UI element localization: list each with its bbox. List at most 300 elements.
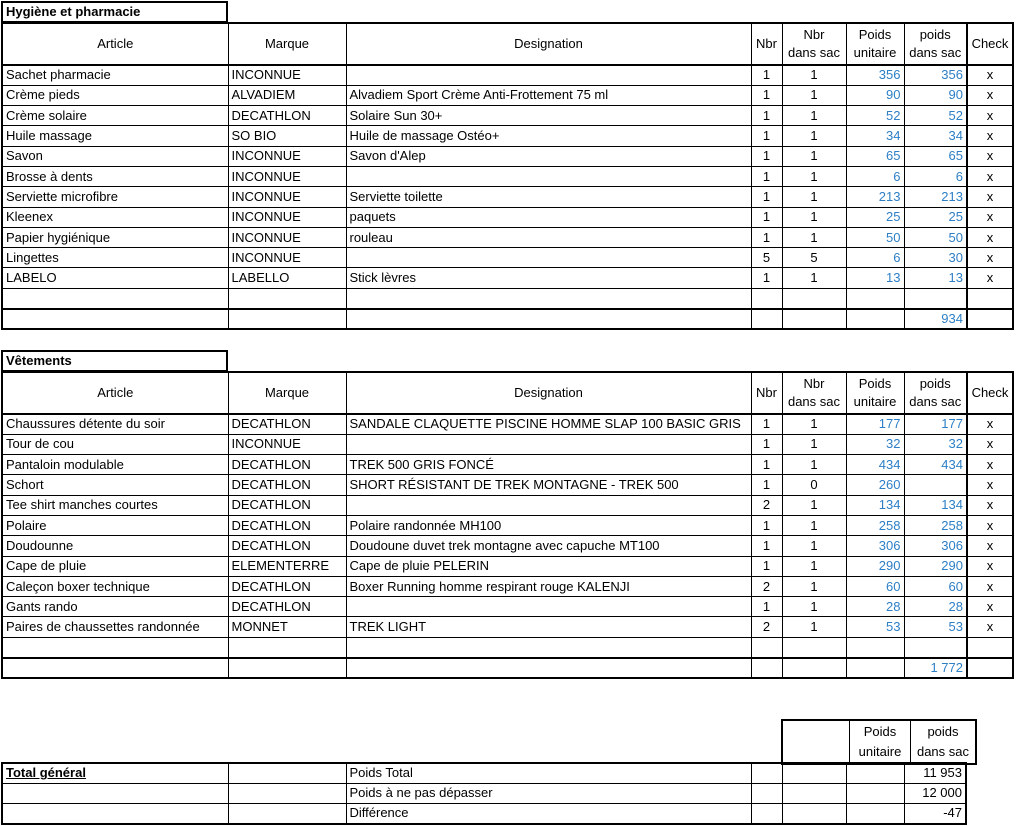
cell-nbr-sac: 1 — [782, 268, 846, 288]
cell-nbr-sac: 1 — [782, 617, 846, 637]
cell-check: x — [967, 187, 1013, 207]
summary-value: -47 — [904, 804, 966, 824]
cell-poids-sac: 177 — [904, 414, 967, 434]
cell-check: x — [967, 536, 1013, 556]
cell-poids-sac: 356 — [904, 65, 967, 85]
column-header-article — [2, 23, 228, 65]
cell-poids-sac: 25 — [904, 207, 967, 227]
cell-designation: rouleau — [346, 227, 751, 247]
summary-value: 11 953 — [904, 763, 966, 783]
table-row — [2, 515, 1013, 535]
cell-poids-u: 6 — [846, 166, 904, 186]
cell-designation: SANDALE CLAQUETTE PISCINE HOMME SLAP 100 BASIC GRIS — [346, 414, 751, 434]
total-cell — [967, 658, 1013, 678]
cell-designation — [346, 65, 751, 85]
cell-nbr-sac: 5 — [782, 248, 846, 268]
header-text: Poids — [858, 376, 892, 391]
cell-designation: Serviette toilette — [346, 187, 751, 207]
cell-poids-u: 306 — [846, 536, 904, 556]
total-cell — [967, 309, 1013, 329]
cell-check: x — [967, 207, 1013, 227]
cell-poids-u: 213 — [846, 187, 904, 207]
column-header-nbr-dans-sac — [782, 23, 846, 65]
cell-designation: Doudoune duvet trek montagne avec capuche MT100 — [346, 536, 751, 556]
header-text: Article — [97, 36, 134, 51]
total-cell — [228, 309, 346, 329]
cell-nbr — [751, 288, 782, 308]
table-row — [2, 556, 1013, 576]
summary-row — [2, 804, 966, 824]
summary-cell — [782, 804, 846, 824]
cell-article: Brosse à dents — [2, 166, 228, 186]
table-row — [2, 495, 1013, 515]
cell-poids-sac: 65 — [904, 146, 967, 166]
summary-cell — [782, 783, 846, 803]
table-row — [2, 166, 1013, 186]
header-text: Designation — [514, 385, 583, 400]
total-cell — [346, 309, 751, 329]
cell-poids-u: 34 — [846, 126, 904, 146]
cell-designation: Boxer Running homme respirant rouge KALENJI — [346, 576, 751, 596]
cell-article: Gants rando — [2, 597, 228, 617]
cell-poids-sac: 30 — [904, 248, 967, 268]
cell-poids-sac: 434 — [904, 455, 967, 475]
table-row — [2, 85, 1013, 105]
header-text: dans sac — [909, 394, 962, 409]
cell-poids-u: 28 — [846, 597, 904, 617]
header-text: Check — [971, 36, 1009, 51]
cell-marque: ALVADIEM — [228, 85, 346, 105]
cell-nbr: 1 — [751, 187, 782, 207]
column-header-poids-dans-sac — [904, 23, 967, 65]
cell-check: x — [967, 227, 1013, 247]
header-line: Poids — [863, 724, 897, 739]
cell-poids-u: 25 — [846, 207, 904, 227]
cell-nbr-sac: 1 — [782, 515, 846, 535]
cell-poids-u: 177 — [846, 414, 904, 434]
cell-marque: INCONNUE — [228, 166, 346, 186]
cell-check: x — [967, 434, 1013, 454]
cell-poids-u: 50 — [846, 227, 904, 247]
table-row — [2, 126, 1013, 146]
cell-designation: Stick lèvres — [346, 268, 751, 288]
cell-nbr: 1 — [751, 106, 782, 126]
summary-header-poids-unitaire — [850, 720, 911, 764]
cell-designation: paquets — [346, 207, 751, 227]
table-header — [2, 372, 1013, 414]
summary-value: 12 000 — [904, 783, 966, 803]
summary-cell — [2, 804, 228, 824]
cell-article: Schort — [2, 475, 228, 495]
summary-label: Poids à ne pas dépasser — [346, 783, 751, 803]
total-cell — [2, 309, 228, 329]
cell-marque: INCONNUE — [228, 187, 346, 207]
cell-marque: DECATHLON — [228, 495, 346, 515]
cell-nbr: 2 — [751, 617, 782, 637]
cell-article: Tour de cou — [2, 434, 228, 454]
cell-designation — [346, 637, 751, 657]
cell-check: x — [967, 455, 1013, 475]
section-total: 934 — [904, 309, 967, 329]
column-header-article — [2, 372, 228, 414]
column-header-marque — [228, 372, 346, 414]
cell-poids-sac: 50 — [904, 227, 967, 247]
cell-designation: Huile de massage Ostéo+ — [346, 126, 751, 146]
cell-nbr: 2 — [751, 576, 782, 596]
summary-cell — [846, 763, 904, 783]
cell-poids-u: 13 — [846, 268, 904, 288]
table-row — [2, 414, 1013, 434]
cell-nbr-sac — [782, 288, 846, 308]
cell-marque: INCONNUE — [228, 207, 346, 227]
header-text: dans sac — [909, 45, 962, 60]
cell-poids-u: 434 — [846, 455, 904, 475]
cell-nbr: 1 — [751, 85, 782, 105]
cell-article: Crème solaire — [2, 106, 228, 126]
total-cell — [782, 309, 846, 329]
column-header-poids-unitaire — [846, 23, 904, 65]
cell-poids-sac: 53 — [904, 617, 967, 637]
summary-cell — [2, 763, 228, 783]
total-cell — [782, 658, 846, 678]
summary-header-blank — [782, 720, 850, 764]
summary-table — [1, 762, 967, 825]
cell-poids-sac: 52 — [904, 106, 967, 126]
section-total: 1 772 — [904, 658, 967, 678]
cell-poids-sac: 90 — [904, 85, 967, 105]
cell-article: Sachet pharmacie — [2, 65, 228, 85]
cell-nbr-sac: 1 — [782, 536, 846, 556]
table-row — [2, 146, 1013, 166]
table-row — [2, 617, 1013, 637]
cell-marque: DECATHLON — [228, 455, 346, 475]
cell-article: Lingettes — [2, 248, 228, 268]
cell-check: x — [967, 85, 1013, 105]
summary-cell — [228, 783, 346, 803]
cell-poids-sac — [904, 637, 967, 657]
cell-designation: Solaire Sun 30+ — [346, 106, 751, 126]
header-text: unitaire — [853, 45, 897, 60]
cell-check: x — [967, 106, 1013, 126]
cell-poids-sac: 28 — [904, 597, 967, 617]
cell-article: Crème pieds — [2, 85, 228, 105]
cell-nbr-sac: 1 — [782, 146, 846, 166]
table-header — [2, 23, 1013, 65]
header-line: dans sac — [916, 744, 970, 759]
column-header-nbr — [751, 372, 782, 414]
total-cell — [846, 309, 904, 329]
cell-nbr: 2 — [751, 495, 782, 515]
cell-nbr: 1 — [751, 207, 782, 227]
cell-nbr: 1 — [751, 146, 782, 166]
cell-designation: Alvadiem Sport Crème Anti-Frottement 75 ml — [346, 85, 751, 105]
cell-marque: INCONNUE — [228, 65, 346, 85]
table-row — [2, 536, 1013, 556]
summary-header-poids-sac — [911, 720, 977, 764]
header-text: unitaire — [853, 394, 897, 409]
header-text: Nbr — [756, 36, 777, 51]
column-header-check — [967, 23, 1013, 65]
column-header-designation — [346, 372, 751, 414]
cell-poids-sac: 13 — [904, 268, 967, 288]
table-row — [2, 187, 1013, 207]
cell-article: Doudounne — [2, 536, 228, 556]
cell-nbr-sac: 1 — [782, 556, 846, 576]
cell-article: Cape de pluie — [2, 556, 228, 576]
summary-cell — [751, 804, 782, 824]
header-line: poids — [927, 724, 959, 739]
header-text: Poids — [858, 27, 892, 42]
cell-check: x — [967, 576, 1013, 596]
cell-designation — [346, 495, 751, 515]
cell-nbr-sac: 1 — [782, 597, 846, 617]
summary-cell — [228, 763, 346, 783]
cell-designation: Savon d'Alep — [346, 146, 751, 166]
cell-nbr-sac: 1 — [782, 65, 846, 85]
cell-check: x — [967, 475, 1013, 495]
table-row — [2, 576, 1013, 596]
table-row — [2, 268, 1013, 288]
cell-check: x — [967, 597, 1013, 617]
summary-label: Poids Total — [346, 763, 751, 783]
cell-check: x — [967, 126, 1013, 146]
cell-marque — [228, 288, 346, 308]
cell-check: x — [967, 495, 1013, 515]
cell-article: Chaussures détente du soir — [2, 414, 228, 434]
cell-nbr-sac: 1 — [782, 227, 846, 247]
cell-poids-u: 356 — [846, 65, 904, 85]
cell-poids-u: 134 — [846, 495, 904, 515]
cell-nbr: 1 — [751, 455, 782, 475]
cell-nbr-sac: 1 — [782, 576, 846, 596]
cell-article: Pantaloin modulable — [2, 455, 228, 475]
total-cell — [751, 309, 782, 329]
header-text: dans sac — [787, 45, 841, 60]
cell-poids-sac — [904, 288, 967, 308]
cell-designation — [346, 597, 751, 617]
table-row — [2, 248, 1013, 268]
table-row — [2, 106, 1013, 126]
cell-designation: SHORT RÉSISTANT DE TREK MONTAGNE - TREK 500 — [346, 475, 751, 495]
cell-designation: TREK 500 GRIS FONCÉ — [346, 455, 751, 475]
header-text: poids — [919, 27, 951, 42]
cell-nbr-sac: 1 — [782, 434, 846, 454]
cell-marque: ELEMENTERRE — [228, 556, 346, 576]
cell-marque: DECATHLON — [228, 475, 346, 495]
cell-article: LABELO — [2, 268, 228, 288]
summary-row — [2, 763, 966, 783]
table-row — [2, 227, 1013, 247]
table-row — [2, 637, 1013, 657]
total-row — [2, 309, 1013, 329]
cell-marque: INCONNUE — [228, 146, 346, 166]
cell-poids-sac: 34 — [904, 126, 967, 146]
summary-cell — [228, 804, 346, 824]
cell-poids-sac: 290 — [904, 556, 967, 576]
summary-cell — [846, 783, 904, 803]
cell-poids-sac: 213 — [904, 187, 967, 207]
cell-article: Savon — [2, 146, 228, 166]
total-cell — [846, 658, 904, 678]
cell-check: x — [967, 146, 1013, 166]
summary-label: Différence — [346, 804, 751, 824]
total-row — [2, 658, 1013, 678]
header-text: Nbr — [803, 376, 825, 391]
cell-article: Kleenex — [2, 207, 228, 227]
cell-poids-u: 52 — [846, 106, 904, 126]
cell-designation — [346, 434, 751, 454]
cell-poids-sac: 134 — [904, 495, 967, 515]
cell-poids-u: 6 — [846, 248, 904, 268]
table-row — [2, 455, 1013, 475]
cell-nbr: 1 — [751, 556, 782, 576]
column-header-nbr — [751, 23, 782, 65]
cell-check: x — [967, 617, 1013, 637]
cell-nbr-sac: 1 — [782, 166, 846, 186]
hygiene-table — [1, 22, 1014, 330]
cell-poids-u: 260 — [846, 475, 904, 495]
cell-nbr: 1 — [751, 166, 782, 186]
cell-check: x — [967, 166, 1013, 186]
total-general-label: Total général — [6, 765, 86, 781]
cell-marque: DECATHLON — [228, 414, 346, 434]
column-header-designation — [346, 23, 751, 65]
table-row — [2, 207, 1013, 227]
cell-poids-u: 60 — [846, 576, 904, 596]
cell-nbr: 5 — [751, 248, 782, 268]
cell-nbr — [751, 637, 782, 657]
header-text: dans sac — [787, 394, 841, 409]
column-header-marque — [228, 23, 346, 65]
cell-nbr: 1 — [751, 475, 782, 495]
cell-poids-u: 90 — [846, 85, 904, 105]
cell-marque: DECATHLON — [228, 597, 346, 617]
header-text: Nbr — [756, 385, 777, 400]
summary-cell — [751, 763, 782, 783]
cell-poids-u: 65 — [846, 146, 904, 166]
cell-article: Huile massage — [2, 126, 228, 146]
cell-nbr: 1 — [751, 414, 782, 434]
cell-marque: INCONNUE — [228, 248, 346, 268]
table-row — [2, 475, 1013, 495]
cell-poids-sac — [904, 475, 967, 495]
cell-nbr-sac: 1 — [782, 85, 846, 105]
column-header-check — [967, 372, 1013, 414]
cell-nbr-sac — [782, 637, 846, 657]
cell-check: x — [967, 248, 1013, 268]
total-cell — [228, 658, 346, 678]
cell-nbr-sac: 1 — [782, 106, 846, 126]
header-text: Marque — [264, 385, 310, 400]
cell-nbr-sac: 1 — [782, 455, 846, 475]
cell-marque: SO BIO — [228, 126, 346, 146]
cell-marque — [228, 637, 346, 657]
cell-poids-u: 53 — [846, 617, 904, 637]
cell-poids-sac: 60 — [904, 576, 967, 596]
cell-poids-u: 258 — [846, 515, 904, 535]
cell-poids-u — [846, 637, 904, 657]
cell-check: x — [967, 515, 1013, 535]
summary-cell — [782, 763, 846, 783]
table-row — [2, 597, 1013, 617]
cell-marque: DECATHLON — [228, 106, 346, 126]
cell-designation — [346, 248, 751, 268]
header-text: Marque — [264, 36, 310, 51]
section-title: Vêtements — [1, 350, 228, 372]
cell-poids-u: 290 — [846, 556, 904, 576]
cell-check: x — [967, 268, 1013, 288]
cell-poids-u — [846, 288, 904, 308]
summary-row — [2, 783, 966, 803]
cell-check — [967, 637, 1013, 657]
column-header-nbr-dans-sac — [782, 372, 846, 414]
total-cell — [346, 658, 751, 678]
total-cell — [2, 658, 228, 678]
cell-poids-sac: 258 — [904, 515, 967, 535]
header-text: Article — [97, 385, 134, 400]
summary-cell — [751, 783, 782, 803]
cell-check: x — [967, 65, 1013, 85]
cell-nbr-sac: 1 — [782, 495, 846, 515]
cell-nbr: 1 — [751, 597, 782, 617]
cell-article: Tee shirt manches courtes — [2, 495, 228, 515]
cell-nbr: 1 — [751, 227, 782, 247]
summary-header — [781, 719, 977, 765]
table-row — [2, 288, 1013, 308]
cell-nbr-sac: 1 — [782, 207, 846, 227]
total-cell — [751, 658, 782, 678]
header-text: poids — [919, 376, 951, 391]
column-header-poids-unitaire — [846, 372, 904, 414]
header-text: Nbr — [803, 27, 825, 42]
cell-article: Caleçon boxer technique — [2, 576, 228, 596]
header-text: Check — [971, 385, 1009, 400]
section-title: Hygiène et pharmacie — [1, 1, 228, 23]
cell-marque: DECATHLON — [228, 536, 346, 556]
cell-nbr: 1 — [751, 268, 782, 288]
cell-nbr-sac: 1 — [782, 126, 846, 146]
cell-article: Polaire — [2, 515, 228, 535]
cell-marque: LABELLO — [228, 268, 346, 288]
cell-nbr: 1 — [751, 126, 782, 146]
table-row — [2, 65, 1013, 85]
cell-article: Papier hygiénique — [2, 227, 228, 247]
cell-marque: MONNET — [228, 617, 346, 637]
summary-cell — [2, 783, 228, 803]
table-row — [2, 434, 1013, 454]
cell-marque: DECATHLON — [228, 515, 346, 535]
cell-check: x — [967, 414, 1013, 434]
cell-nbr-sac: 1 — [782, 414, 846, 434]
cell-designation — [346, 166, 751, 186]
cell-nbr: 1 — [751, 515, 782, 535]
cell-designation: Cape de pluie PELERIN — [346, 556, 751, 576]
cell-article — [2, 288, 228, 308]
cell-article: Serviette microfibre — [2, 187, 228, 207]
header-line: unitaire — [858, 744, 902, 759]
cell-poids-sac: 6 — [904, 166, 967, 186]
cell-designation: TREK LIGHT — [346, 617, 751, 637]
cell-article — [2, 637, 228, 657]
column-header-poids-dans-sac — [904, 372, 967, 414]
cell-designation — [346, 288, 751, 308]
summary-cell — [846, 804, 904, 824]
cell-nbr: 1 — [751, 536, 782, 556]
vetements-table — [1, 371, 1014, 679]
cell-nbr-sac: 1 — [782, 187, 846, 207]
cell-designation: Polaire randonnée MH100 — [346, 515, 751, 535]
cell-poids-sac: 32 — [904, 434, 967, 454]
